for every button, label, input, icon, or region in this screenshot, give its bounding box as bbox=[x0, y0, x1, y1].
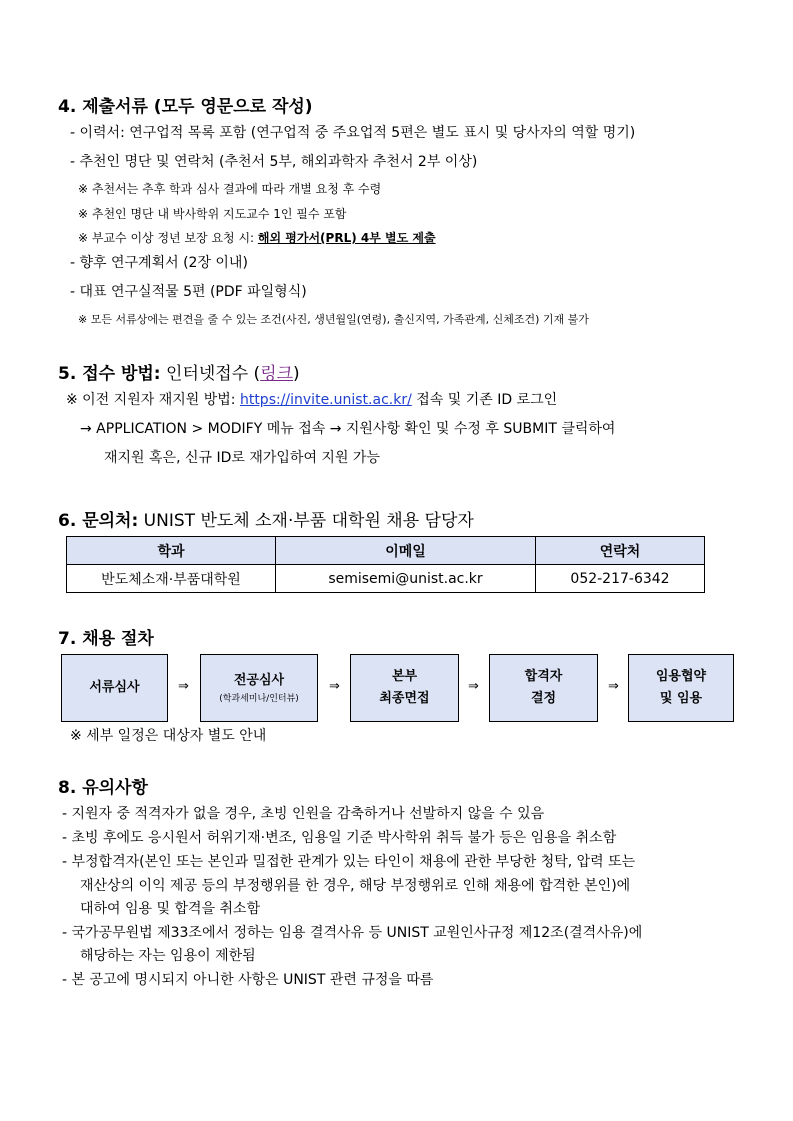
note-prl-emphasis: 해외 평가서(PRL) 4부 별도 제출 bbox=[257, 231, 436, 245]
note-no-bias: ※ 모든 서류상에는 편견을 줄 수 있는 조건(사진, 생년월일(연령), 출신지역, 가족관계, 신체조건) 기재 불가 bbox=[78, 313, 589, 326]
notice-line: - 본 공고에 명시되지 아니한 사항은 UNIST 관련 규정을 따름 bbox=[62, 972, 434, 988]
cell-email: semisemi@unist.ac.kr bbox=[276, 565, 536, 593]
section-6-label: 6. 문의처: bbox=[58, 511, 139, 531]
notice-line: - 국가공무원법 제33조에서 정하는 임용 결격사유 등 UNIST 교원인사규정 제12조(결격사유)에 bbox=[62, 925, 643, 941]
cell-department: 반도체소재·부품대학원 bbox=[67, 565, 276, 593]
column-header-department: 학과 bbox=[67, 537, 276, 565]
reapply-prefix: ※ 이전 지원자 재지원 방법: bbox=[66, 392, 240, 408]
schedule-note: ※ 세부 일정은 대상자 별도 안내 bbox=[70, 728, 267, 744]
contact-table bbox=[66, 536, 705, 593]
step-label: 서류심사 bbox=[89, 680, 140, 695]
list-item-research-plan: - 향후 연구계획서 (2장 이내) bbox=[70, 255, 248, 271]
list-item-resume: - 이력서: 연구업적 목록 포함 (연구업적 중 주요업적 5편은 별도 표시 및 당사자의 역할 명기) bbox=[70, 125, 636, 141]
step-label: 임용협약 bbox=[655, 669, 707, 684]
section-7-title: 7. 채용 절차 bbox=[58, 629, 154, 649]
reapply-suffix: 접속 및 기존 ID 로그인 bbox=[411, 392, 558, 408]
reapply-instruction bbox=[66, 389, 557, 409]
arrow-icon: ⇒ bbox=[329, 679, 340, 694]
notice-line-continued: 해당하는 자는 임용이 제한됨 bbox=[80, 948, 256, 964]
arrow-icon: ⇒ bbox=[468, 679, 479, 694]
arrow-icon: ⇒ bbox=[178, 679, 189, 694]
step-label: 전공심사 bbox=[233, 673, 285, 688]
section-5-close-paren: ) bbox=[293, 364, 300, 384]
section-5-label: 5. 접수 방법: bbox=[58, 364, 161, 384]
application-link[interactable]: 링크 bbox=[260, 364, 294, 384]
notice-line-continued: 재산상의 이익 제공 등의 부정행위를 한 경우, 해당 부정행위로 인해 채용에 합격한 본인)에 bbox=[80, 878, 631, 894]
notice-line: - 부정합격자(본인 또는 본인과 밀접한 관계가 있는 타인이 채용에 관한 부당한 청탁, 압력 또는 bbox=[62, 854, 636, 870]
reapply-steps-line2: 재지원 혹은, 신규 ID로 재가입하여 지원 가능 bbox=[104, 450, 380, 466]
step-appointment bbox=[628, 654, 734, 722]
table-header-row bbox=[67, 537, 705, 565]
section-5-method: 인터넷접수 ( bbox=[160, 364, 261, 384]
step-label-line2: 및 임용 bbox=[659, 691, 703, 706]
step-label: 합격자 bbox=[524, 669, 563, 684]
section-8-title: 8. 유의사항 bbox=[58, 778, 148, 798]
column-header-phone: 연락처 bbox=[536, 537, 705, 565]
step-document-review bbox=[61, 654, 168, 722]
list-item-references: - 추천인 명단 및 연락처 (추천서 5부, 해외과학자 추천서 2부 이상) bbox=[70, 154, 478, 170]
note-prl-prefix: ※ 부교수 이상 정년 보장 요청 시: bbox=[78, 231, 258, 245]
step-label: 본부 bbox=[391, 669, 418, 684]
step-acceptance-decision bbox=[489, 654, 598, 722]
column-header-email: 이메일 bbox=[276, 537, 536, 565]
list-item-publications: - 대표 연구실적물 5편 (PDF 파일형식) bbox=[70, 284, 307, 300]
cell-phone: 052-217-6342 bbox=[536, 565, 705, 593]
section-6-contact: UNIST 반도체 소재·부품 대학원 채용 담당자 bbox=[138, 511, 474, 531]
note-advisor-required: ※ 추천인 명단 내 박사학위 지도교수 1인 필수 포함 bbox=[78, 207, 347, 221]
step-final-interview bbox=[350, 654, 459, 722]
invite-url-link[interactable]: https://invite.unist.ac.kr/ bbox=[239, 392, 412, 408]
section-4-title: 4. 제출서류 (모두 영문으로 작성) bbox=[58, 97, 313, 117]
step-major-review bbox=[200, 654, 318, 722]
notice-line-continued: 대하여 임용 및 합격을 취소함 bbox=[80, 901, 261, 917]
arrow-icon: ⇒ bbox=[608, 679, 619, 694]
section-5-title bbox=[58, 359, 300, 384]
step-sublabel: (학과세미나/인터뷰) bbox=[219, 694, 299, 704]
notice-line: - 초빙 후에도 응시원서 허위기재·변조, 임용일 기준 박사학위 취득 불가 등은 임용을 취소함 bbox=[62, 830, 617, 846]
note-prl bbox=[78, 229, 436, 246]
note-reference-request: ※ 추천서는 추후 학과 심사 결과에 따라 개별 요청 후 수령 bbox=[78, 182, 382, 196]
step-label-line2: 최종면접 bbox=[379, 691, 430, 706]
reapply-steps-line1: → APPLICATION > MODIFY 메뉴 접속 → 지원사항 확인 및 수정 후 SUBMIT 클릭하여 bbox=[80, 421, 616, 437]
notice-line: - 지원자 중 적격자가 없을 경우, 초빙 인원을 감축하거나 선발하지 않을 수 있음 bbox=[62, 806, 545, 822]
table-row bbox=[67, 565, 705, 593]
section-6-title bbox=[58, 506, 474, 531]
step-label-line2: 결정 bbox=[530, 691, 557, 706]
